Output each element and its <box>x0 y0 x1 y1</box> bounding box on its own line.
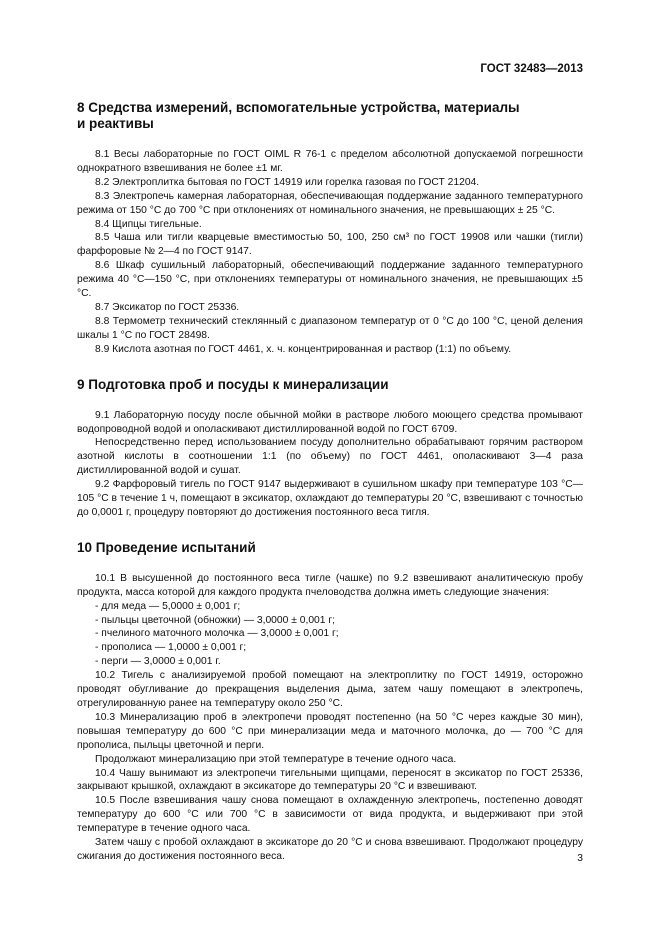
paragraph: 10.2 Тигель с анализируемой пробой помещают на электроплитку по ГОСТ 14919, осторожно проводят обугливание до прекращения выделения дыма, затем чашу помещают в электропечь, отрегулированную ранее на температуру около 250 °С. <box>77 670 583 709</box>
page-number: 3 <box>577 853 583 864</box>
section-title-line: 8 Средства измерений, вспомогательные устройства, материалы <box>77 100 520 115</box>
list-item: - для меда — 5,0000 ± 0,001 г; <box>95 600 241 612</box>
list-item: - пыльцы цветочной (обножки) — 3,0000 ± 0,001 г; <box>95 614 335 626</box>
document-number: ГОСТ 32483—2013 <box>480 63 583 75</box>
paragraph: 8.1 Весы лабораторные по ГОСТ OIML R 76-1 с пределом абсолютной допускаемой погрешности однократного взвешивания не более ±1 мг. <box>77 149 583 174</box>
paragraph: 9.2 Фарфоровый тигель по ГОСТ 9147 выдерживают в сушильном шкафу при температуре 103 °С—105 °С в течение 1 ч, помещают в эксикатор, охлаждают до температуры 20 °С, взвешивают с точностью до 0,0001 г, процедуру повторяют до достижения постоянного веса тигля. <box>77 479 583 518</box>
paragraph: 10.3 Минерализацию проб в электропечи проводят постепенно (на 50 °С через каждые 30 мин), повышая температуру до 600 °С при минерализации меда и маточного молочка, до — 700 °С для прополиса, пыльцы цветочной и перги. <box>77 711 583 751</box>
paragraph: 8.2 Электроплитка бытовая по ГОСТ 14919 или горелка газовая по ГОСТ 21204. <box>95 176 480 188</box>
paragraph: 8.9 Кислота азотная по ГОСТ 4461, х. ч. концентрированная и раствор (1:1) по объему. <box>95 343 512 355</box>
list-item: - пчелиного маточного молочка — 3,0000 ± 0,001 г; <box>95 628 339 640</box>
section-title-line: и реактивы <box>77 116 154 131</box>
section-title <box>77 540 583 556</box>
paragraph: 8.6 Шкаф сушильный лабораторный, обеспечивающий поддержание заданного температурного режима 40 °С—150 °С, при отклонениях температуры от номинального значения, не превышающих ±5 °С. <box>77 260 583 300</box>
paragraph: 10.4 Чашу вынимают из электропечи тигельными щипцами, переносят в эксикатор по ГОСТ 25336, закрывают крышкой, охлаждают в эксикаторе до температуры 20 °С и взвешивают. <box>77 767 583 793</box>
section-9 <box>77 377 583 520</box>
paragraph: 8.7 Эксикатор по ГОСТ 25336. <box>95 301 240 313</box>
section-title <box>77 100 583 132</box>
section-title-line: 9 Подготовка проб и посуды к минерализации <box>77 376 389 392</box>
section-title <box>77 377 583 393</box>
paragraph: 8.3 Электропечь камерная лабораторная, обеспечивающая поддержание заданного температурного режима от 150 °С до 700 °С при отклонениях от номинального значения, не превышающих ± 25 °С. <box>77 190 583 216</box>
list-item: - перги — 3,0000 ± 0,001 г. <box>95 656 221 668</box>
paragraph: 8.4 Щипцы тигельные. <box>95 218 202 230</box>
paragraph: 9.1 Лабораторную посуду после обычной мойки в растворе любого моющего средства промывают водопроводной водой и ополаскивают дистиллированной водой по ГОСТ 6709. <box>77 409 583 435</box>
paragraph: 10.1 В высушенной до постоянного веса тигле (чашке) по 9.2 взвешивают аналитическую пробу продукта, масса которой для каждого продукта пчеловодства должна иметь следующие значения: <box>77 572 583 598</box>
section-8 <box>77 100 583 357</box>
paragraph: 8.5 Чаша или тигли кварцевые вместимостью 50, 100, 250 см³ по ГОСТ 19908 или чашки (тигли) фарфоровые № 2—4 по ГОСТ 9147. <box>77 232 583 258</box>
paragraph: Продолжают минерализацию при этой температуре в течение одного часа. <box>95 753 457 765</box>
section-title-line: 10 Проведение испытаний <box>77 539 256 555</box>
paragraph: 8.8 Термометр технический стеклянный с диапазоном температур от 0 °С до 100 °С, ценой деления шкалы 1 °С по ГОСТ 28498. <box>77 315 583 341</box>
section-10 <box>77 540 583 864</box>
paragraph: Затем чашу с пробой охлаждают в эксикаторе до 20 °С и снова взвешивают. Продолжают процедуру сжигания до достижения постоянного веса. <box>77 837 583 862</box>
paragraph: 10.5 После взвешивания чашу снова помещают в охлажденную электропечь, постепенно доводят температуру до 600 °С или 700 °С в зависимости от вида продукта, и выдерживают при этой температуре в течение одного часа. <box>77 795 583 835</box>
paragraph: Непосредственно перед использованием посуду дополнительно обрабатывают горячим раствором азотной кислоты в соотношении 1:1 (по объему) по ГОСТ 4461, ополаскивают 3—4 раза дистиллированной водой и сушат. <box>77 437 583 477</box>
list-item: - прополиса — 1,0000 ± 0,001 г; <box>95 642 247 654</box>
sample-mass-list <box>77 600 583 670</box>
